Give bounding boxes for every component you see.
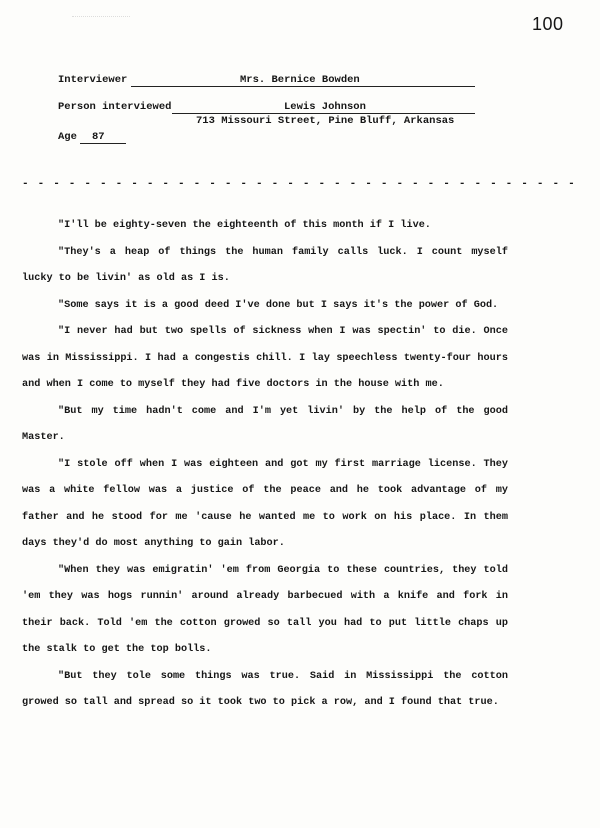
page-number: 100 <box>532 14 564 34</box>
dashed-separator: - - - - - - - - - - - - - - - - - - - - - - - - - - - - - - - - - - - - <box>22 178 576 190</box>
paper-smudge <box>72 16 130 27</box>
person-interviewed-label: Person interviewed <box>58 101 172 113</box>
paragraph: "But they tole some things was true. Said in Mississippi the cotton growed so tall and spread so it took two to pick a row, and I found that true. <box>22 670 508 708</box>
age-underline <box>80 143 126 144</box>
age-value: 87 <box>92 131 105 143</box>
person-underline <box>172 113 475 114</box>
age-label: Age <box>58 131 77 143</box>
interviewer-label: Interviewer <box>58 74 128 86</box>
interview-transcript <box>22 213 508 717</box>
address: 713 Missouri Street, Pine Bluff, Arkansas <box>196 115 455 127</box>
paragraph: "When they was emigratin' 'em from Georgia to these countries, they told 'em they was hogs runnin' around already barbecued with a knife and fork in their back. Told 'em the cotton growed so tall you had to put little chaps up the stalk to get the top bolls. <box>22 564 508 655</box>
interviewer-name: Mrs. Bernice Bowden <box>240 74 360 86</box>
person-interviewed-name: Lewis Johnson <box>284 101 366 113</box>
interviewer-underline <box>131 86 475 87</box>
paragraph: "I stole off when I was eighteen and got my first marriage license. They was a white fellow was a justice of the peace and he took advantage of my father and he stood for me 'cause he wanted me to work on his place. In them days they'd do most anything to gain labor. <box>22 458 508 549</box>
paragraph: "They's a heap of things the human family calls luck. I count myself lucky to be livin' as old as I is. <box>22 246 508 284</box>
paragraph: "I never had but two spells of sickness when I was spectin' to die. Once was in Mississippi. I had a congestis chill. I lay speechless twenty-four hours and when I come to myself they had five doctors in the house with me. <box>22 326 508 390</box>
paragraph: "Some says it is a good deed I've done but I says it's the power of God. <box>58 299 499 311</box>
paragraph: "But my time hadn't come and I'm yet livin' by the help of the good Master. <box>22 405 508 443</box>
paragraph: "I'll be eighty-seven the eighteenth of this month if I live. <box>58 220 431 231</box>
